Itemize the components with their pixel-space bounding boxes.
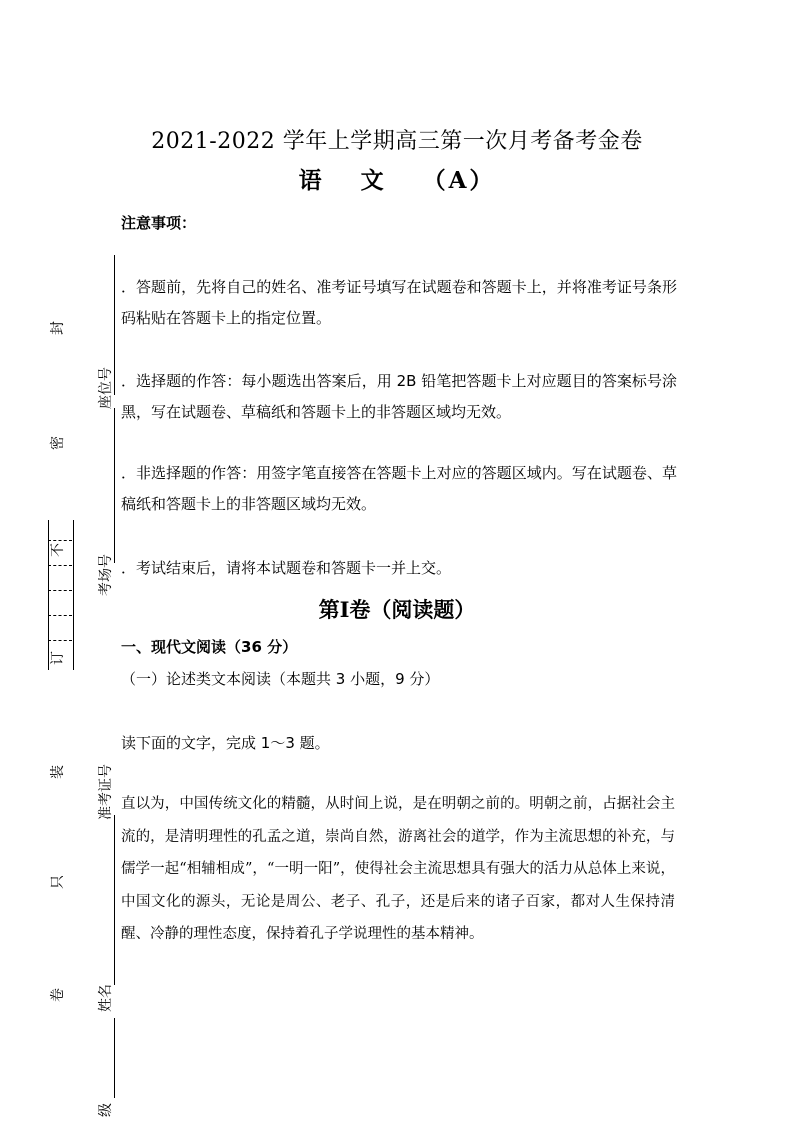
reading-instruction: 读下面的文字，完成 1～3 题。 — [121, 734, 330, 752]
exam-room-label: 考场号 — [98, 554, 114, 596]
cut-tick — [48, 640, 72, 641]
cut-tick — [48, 565, 72, 566]
subpart-heading: （一）论述类文本阅读（本题共 3 小题，9 分） — [121, 670, 440, 688]
notice-item-2: ．选择题的作答：每小题选出答案后，用 2B 铅笔把答题卡上对应题目的答案标号涂黑，写在试题卷、草稿纸和答题卡上的非答题区域均无效。 — [121, 372, 677, 421]
seal-char-zhi: 只 — [50, 875, 66, 889]
notice-item-3: ．非选择题的作答：用签字笔直接答在答题卡上对应的答题区域内。写在试题卷、草稿纸和答题卡上的非答题区域均无效。 — [121, 464, 677, 513]
cut-tick — [48, 540, 72, 541]
seat-number-label: 座位号 — [98, 367, 114, 409]
seal-char-mi: 密 — [50, 436, 66, 450]
subject-version: （A） — [422, 167, 496, 194]
notice-item-4: ．考试结束后，请将本试题卷和答题卡一并上交。 — [121, 559, 452, 577]
cut-tick — [48, 590, 72, 591]
part-heading: 一、现代文阅读（36 分） — [121, 638, 298, 656]
subject-char-wen: 文 — [360, 167, 387, 194]
seal-char-feng: 封 — [50, 321, 66, 335]
notice-heading: 注意事项： — [121, 214, 197, 232]
ticket-number-label: 准考证号 — [98, 764, 114, 820]
exam-title: 2021-2022 学年上学期高三第一次月考备考金卷 — [151, 129, 643, 154]
section-title: 第Ⅰ卷（阅读题） — [318, 597, 476, 622]
class-label: 级 — [98, 1103, 114, 1117]
seal-char-juan: 卷 — [50, 988, 66, 1002]
seal-char-ding: 订 — [50, 651, 66, 665]
subject-char-yu: 语 — [298, 167, 325, 194]
seal-char-zhuang: 装 — [50, 765, 66, 779]
notice-item-1: ．答题前，先将自己的姓名、准考证号填写在试题卷和答题卡上，并将准考证号条形码粘贴在答题卡上的指定位置。 — [121, 278, 677, 327]
reading-passage: 直以为，中国传统文化的精髓，从时间上说，是在明朝之前的。明朝之前，占据社会主流的，是清明理性的孔孟之道，崇尚自然，游离社会的道学，作为主流思想的补充，与儒学一起“相辅相成”，“一明一阳”，使得社会主流思想具有强大的活力从总体上来说，中国文化的源头，无论是周公、老子、孔子，还是后来的诸子百家，都对人生保持清醒、冷静的理性态度，保持着孔子学说理性的基本精神。 — [121, 796, 675, 942]
binding-line — [114, 815, 115, 985]
seal-char-bu: 不 — [50, 543, 66, 557]
name-label: 姓名 — [98, 984, 114, 1012]
binding-line — [114, 408, 115, 563]
subject-title — [0, 162, 794, 195]
